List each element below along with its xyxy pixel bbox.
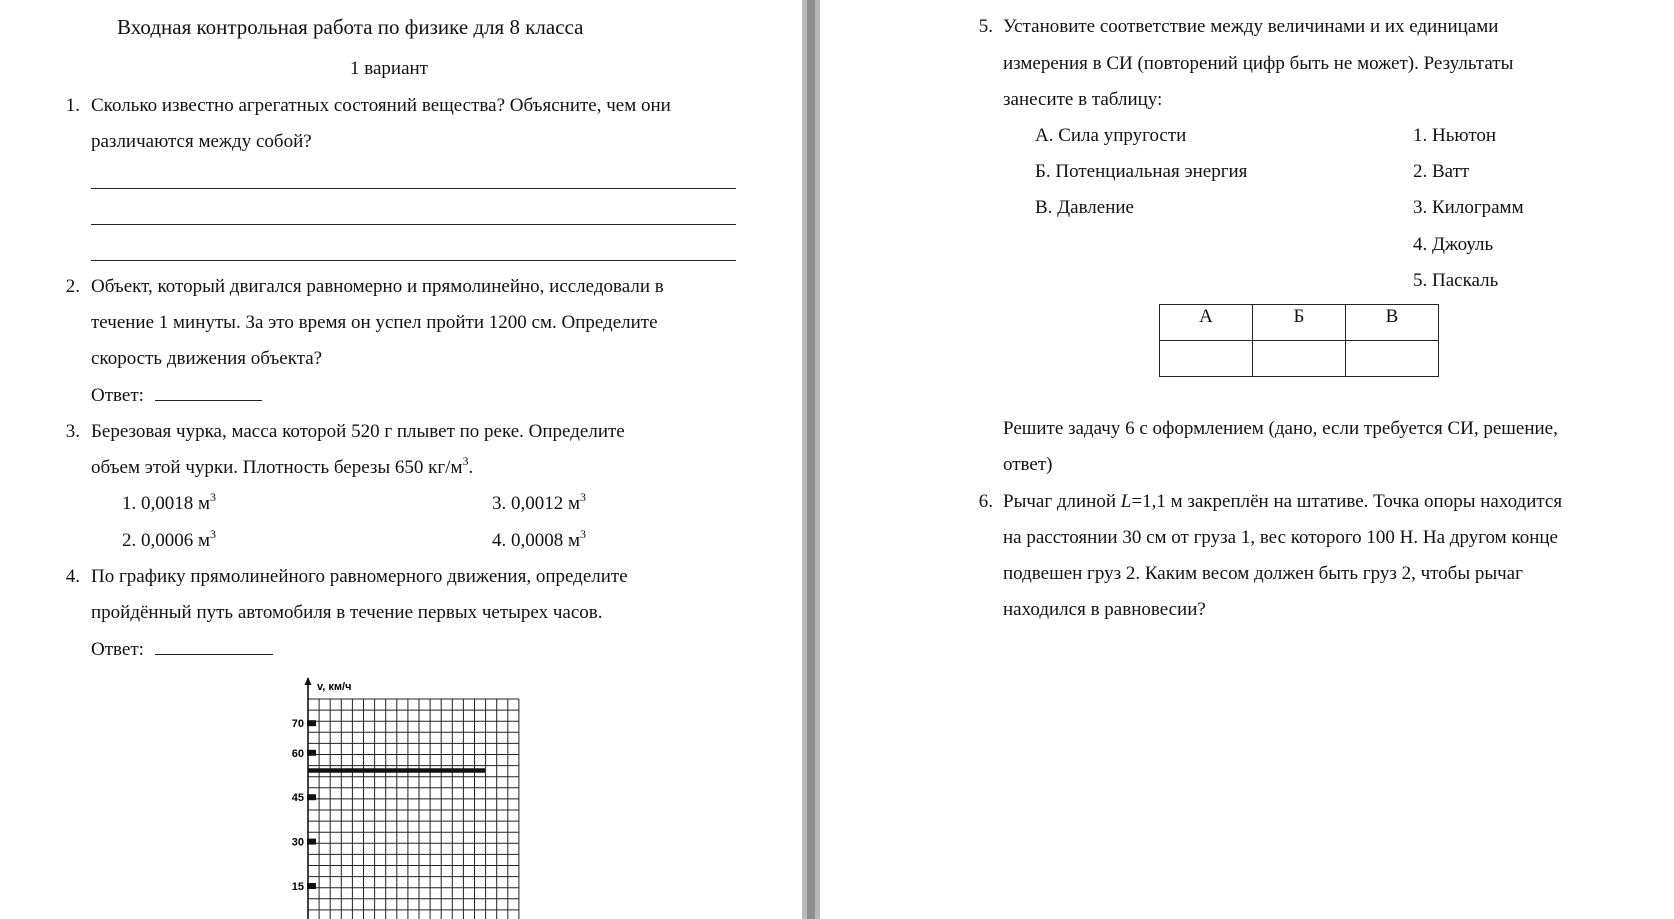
q6-line1-start: Рычаг длиной (1003, 491, 1121, 512)
q6-variable-L: L (1120, 491, 1132, 512)
q2-text-line3: скорость движения объекта? (91, 348, 323, 369)
q1-number: 1. (65, 95, 80, 116)
q6-text-line2: на расстоянии 30 см от груза 1, вес которого 100 Н. На другом конце (1003, 527, 1558, 548)
q3-option-2-text: 2. 0,0006 м (122, 530, 211, 551)
q4-text-line1: По графику прямолинейного равномерного движения, определите (91, 566, 628, 587)
document-title: Входная контрольная работа по физике для 8 класса (117, 15, 584, 39)
q5-answer-cell-a[interactable] (1160, 341, 1253, 377)
q5-quantity-v: В. Давление (1035, 197, 1134, 218)
y-tick-mark (307, 794, 316, 800)
q6-text-line4: находился в равновесии? (1003, 599, 1206, 620)
graph-ticks (292, 718, 316, 893)
q3-option-4-sup: 3 (580, 526, 587, 541)
q2-text-line1: Объект, который двигался равномерно и прямолинейно, исследовали в (91, 276, 664, 297)
q2-number: 2. (65, 276, 80, 297)
q5-table-header-b: Б (1253, 305, 1346, 341)
q5-number: 5. (978, 16, 993, 37)
q6-line1-end: =1,1 м закреплён на штативе. Точка опоры находится (1131, 491, 1563, 512)
q5-unit-4: 4. Джоуль (1413, 234, 1494, 255)
q4-number: 4. (65, 566, 80, 587)
y-tick-label: 70 (291, 718, 304, 731)
q3-line2-main: объем этой чурки. Плотность березы 650 кг/м (91, 457, 463, 478)
q3-line2-sup: 3 (462, 453, 469, 468)
q5-answer-cell-v[interactable] (1346, 341, 1439, 377)
y-tick-label: 15 (291, 881, 304, 893)
q3-option-1-text: 1. 0,0018 м (122, 493, 211, 514)
graph-grid (308, 699, 519, 919)
q2-text-line2: течение 1 минуты. За это время он успел пройти 1200 см. Определите (91, 312, 658, 333)
q3-number: 3. (65, 421, 80, 442)
q5-table-header-a: А (1160, 305, 1253, 341)
q5-table-answer-row (1160, 341, 1439, 377)
q5-table-header-v: В (1346, 305, 1439, 341)
q5-unit-2: 2. Ватт (1413, 161, 1470, 182)
q3-option-3-text: 3. 0,0012 м (492, 493, 581, 514)
q2-answer-blank[interactable] (155, 384, 262, 401)
q4-answer-label: Ответ: (91, 639, 144, 660)
y-tick-label: 45 (291, 792, 304, 805)
y-tick-mark (307, 750, 316, 756)
q3-line2-end: . (468, 457, 474, 478)
q5-unit-3: 3. Килограмм (1413, 197, 1524, 218)
variant-label: 1 вариант (350, 58, 428, 79)
q5-text-line2: измерения в СИ (повторений цифр быть не может). Результаты (1003, 53, 1514, 74)
q6-text-line1 (1003, 489, 1562, 515)
q3-option-4[interactable] (492, 528, 586, 554)
q3-option-3-sup: 3 (580, 489, 587, 504)
y-tick-label: 60 (291, 747, 304, 760)
q4-answer-row (91, 637, 273, 663)
q1-answer-line-3[interactable] (91, 260, 736, 261)
q3-option-2-sup: 3 (210, 526, 217, 541)
velocity-time-graph (260, 672, 540, 919)
graph-y-axis-label: v, км/ч (317, 681, 352, 693)
y-tick-mark (307, 839, 316, 845)
y-axis-arrow (305, 677, 312, 685)
q5-answer-table (1159, 304, 1439, 377)
q1-text-line2: различаются между собой? (91, 131, 312, 152)
page-gutter (802, 0, 820, 919)
q3-option-2[interactable] (122, 528, 216, 554)
y-tick-mark (307, 720, 316, 726)
q3-text-line1: Березовая чурка, масса которой 520 г плывет по реке. Определите (91, 421, 625, 442)
q2-answer-label: Ответ: (91, 385, 144, 406)
q5-quantity-b: Б. Потенциальная энергия (1035, 161, 1248, 182)
q3-option-4-text: 4. 0,0008 м (492, 530, 581, 551)
q5-quantity-a: А. Сила упругости (1035, 125, 1187, 146)
q5-unit-1: 1. Ньютон (1413, 125, 1497, 146)
q3-option-1-sup: 3 (210, 489, 217, 504)
q1-text-line1: Сколько известно агрегатных состояний вещества? Объясните, чем они (91, 95, 671, 116)
q5-answer-cell-b[interactable] (1253, 341, 1346, 377)
q5-text-line1: Установите соответствие между величинами и их единицами (1003, 16, 1499, 37)
instruction-line2: ответ) (1003, 454, 1053, 475)
q5-table-header-row (1160, 305, 1439, 341)
q5-text-line3: занесите в таблицу: (1003, 89, 1163, 110)
document-page-left (0, 0, 802, 919)
y-tick-label: 30 (291, 836, 304, 849)
q1-answer-line-2[interactable] (91, 224, 736, 225)
q3-option-3[interactable] (492, 491, 586, 517)
document-page-right (820, 0, 1674, 919)
q3-option-1[interactable] (122, 491, 216, 517)
instruction-line1: Решите задачу 6 с оформлением (дано, если требуется СИ, решение, (1003, 418, 1558, 439)
q5-unit-5: 5. Паскаль (1413, 270, 1499, 291)
q6-number: 6. (978, 491, 993, 512)
q4-text-line2: пройдённый путь автомобиля в течение первых четырех часов. (91, 602, 603, 623)
q6-text-line3: подвешен груз 2. Каким весом должен быть груз 2, чтобы рычаг (1003, 563, 1523, 584)
q3-text-line2 (91, 455, 473, 481)
q1-answer-line-1[interactable] (91, 188, 736, 189)
y-tick-mark (307, 883, 316, 889)
q2-answer-row (91, 383, 262, 409)
q4-answer-blank[interactable] (155, 638, 273, 655)
